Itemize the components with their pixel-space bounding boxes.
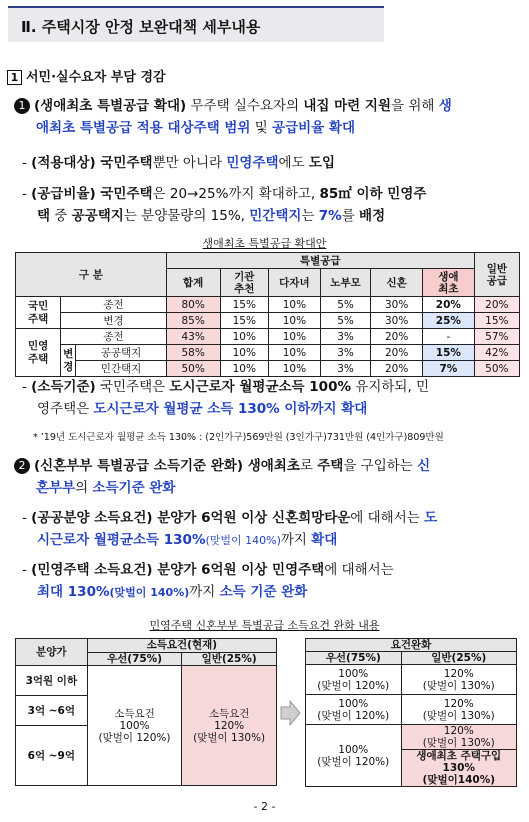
header-general: 일반 공급 [474, 253, 519, 297]
cell: 3% [320, 329, 371, 345]
text: (공급비율) [31, 186, 96, 202]
cell: 10% [269, 297, 321, 313]
item1-number: 1 [14, 98, 30, 114]
item1-detail-1: - (적용대상) 국민주택뿐만 아니라 민영주택에도 도입 [22, 155, 335, 171]
current-priority-cell: 소득요건 100% (맞벌이 120%) [87, 666, 182, 786]
text: 는 [301, 208, 319, 224]
cell: 3% [320, 361, 371, 377]
row-label: 종전 [61, 329, 167, 345]
text: 소득기준 완화 [92, 480, 176, 496]
cell: - [423, 329, 475, 345]
text: 무주택 실수요자의 [186, 98, 304, 114]
price-row: 3억 ~6억 [16, 696, 88, 726]
item2-detail-2: - (민영주택 소득요건) 분양가 6억원 이상 민영주택에 대해서는 최대 130%(맞벌이 140%)까지 소득 기준 완화 [22, 562, 394, 600]
item1-heading: (생애최초 특별공급 확대) [34, 98, 187, 114]
cell: 50% [474, 361, 519, 377]
cell: 43% [166, 329, 220, 345]
text: 및 [250, 120, 273, 136]
text: 택 [37, 208, 51, 224]
row-label: 변경 [61, 313, 167, 329]
cell: 20% [423, 297, 475, 313]
text: 도입 [308, 155, 335, 171]
text: 중 [50, 208, 72, 224]
item2-paragraph [14, 455, 524, 499]
section-header [8, 6, 384, 42]
text: (맞벌이 140%) [205, 534, 281, 547]
row-label: 공공택지 [76, 345, 166, 361]
text: (민영주택 소득요건) [31, 562, 153, 578]
text: 영주택은 [37, 401, 94, 417]
relax-cell-first-home: 생애최초 주택구입 130% (맞벌이140%) [401, 750, 516, 787]
cell: 15% [423, 345, 475, 361]
text: 까지 [280, 532, 312, 548]
text: 생애최초 [243, 458, 300, 474]
header-current: 소득요건(현재) [87, 639, 276, 653]
text: 소득 기준 완화 [219, 584, 308, 600]
cell: 25% [423, 313, 475, 329]
col-header: 신혼 [371, 269, 423, 297]
col-header: 생애 최초 [423, 269, 475, 297]
cell: 10% [269, 329, 321, 345]
text: 공급비율 확대 [272, 120, 355, 136]
cell: 7% [423, 361, 475, 377]
text: 국민주택 [95, 186, 153, 202]
cell: 10% [269, 361, 321, 377]
item1-detail-2: - (공급비율) 국민주택은 20→25%까지 확대하고, 85㎡ 이하 민영주 택 중 공공택지는 분양물량의 15%, 민간택지는 7%를 배정 [22, 186, 427, 224]
cell: 30% [371, 313, 423, 329]
text: 는 분양물량의 15%, [123, 208, 250, 224]
text: 에 대해서는 [350, 510, 425, 526]
col-header: 기관 추천 [220, 269, 268, 297]
text: 신 [417, 458, 431, 474]
cell: 15% [220, 313, 268, 329]
col-header: 노부모 [320, 269, 371, 297]
item2-detail-1: - (공공분양 소득요건) 분양가 6억원 이상 신혼희망타운에 대해서는 도 시근로자 월평균소득 130%(맞벌이 140%)까지 확대 [22, 510, 438, 548]
cell: 50% [166, 361, 220, 377]
cell: 57% [474, 329, 519, 345]
text: 도시근로자 월평균 소득 130% 이하까지 확대 [93, 401, 368, 417]
subsection-number: 1 [7, 70, 22, 85]
text: 공공택지 [71, 208, 124, 224]
group-private: 민영 주택 [16, 329, 61, 377]
text: 도 [424, 510, 438, 526]
text: 민간택지 [249, 208, 302, 224]
header-general: 일반(25%) [182, 652, 277, 666]
text: 로 [299, 458, 318, 474]
cell: 85% [166, 313, 220, 329]
text: 배정 [359, 208, 386, 224]
cell: 42% [474, 345, 519, 361]
cell: 15% [474, 313, 519, 329]
text: 에도 [278, 155, 309, 171]
text: 에 대해서는 [324, 562, 394, 578]
cell: 80% [166, 297, 220, 313]
cell: 10% [269, 313, 321, 329]
text: 을 구입하는 [343, 458, 418, 474]
text: 혼부부 [36, 480, 76, 496]
item1-detail-3: - (소득기준) 국민주택은 도시근로자 월평균소득 100% 유지하되, 민 영주택은 도시근로자 월평균 소득 130% 이하까지 확대 [22, 379, 430, 417]
arrow-right-icon [279, 700, 301, 726]
price-row: 6억 ~9억 [16, 726, 88, 786]
subsection-label: 서민·실수요자 부담 경감 [26, 70, 166, 85]
price-row: 3억원 이하 [16, 666, 88, 696]
cell: 30% [371, 297, 423, 313]
relax-cell: 120% (맞벌이 130%) [401, 695, 516, 725]
item2-heading: (신혼부부 특별공급 소득기준 완화) [34, 458, 244, 474]
relax-cell: 100% (맞벌이 120%) [306, 665, 402, 695]
text: 를 [341, 208, 360, 224]
cell: 20% [371, 361, 423, 377]
text: 도시근로자 월평균소득 100% [169, 379, 352, 395]
text: 까지 [189, 584, 220, 600]
text: 을 위해 [391, 98, 439, 114]
relax-cell: 120% (맞벌이 130%) [401, 725, 516, 750]
relax-cell: 100% (맞벌이 120%) [306, 695, 402, 725]
header-special: 특별공급 [166, 253, 474, 269]
text: (적용대상) [31, 155, 96, 171]
item2-number: 2 [14, 458, 30, 474]
group-byeon: 변 경 [61, 345, 76, 377]
cell: 58% [166, 345, 220, 361]
col-header: 다자녀 [269, 269, 321, 297]
row-label: 종전 [61, 297, 167, 313]
cell: 20% [371, 329, 423, 345]
cell: 3% [320, 345, 371, 361]
text: 주택 [317, 458, 344, 474]
col-header: 합계 [166, 269, 220, 297]
income-note: * ’19년 도시근로자 월평균 소득 130% : (2인가구)569만원 (3인가구)731만원 (4인가구)809만원 [33, 432, 444, 443]
text: (공공분양 소득요건) [31, 510, 153, 526]
header-priority: 우선(75%) [306, 652, 402, 665]
text: 국민주택 [95, 155, 153, 171]
table2-caption: 민영주택 신혼부부 특별공급 소득요건 완화 내용 [149, 619, 380, 632]
section-title: Ⅱ. 주택시장 안정 보완대책 세부내용 [21, 18, 261, 36]
relax-cell: 100% (맞벌이 120%) [306, 725, 402, 787]
text: 유지하되, 민 [351, 379, 430, 395]
text: 7% [318, 208, 342, 224]
header-priority: 우선(75%) [87, 652, 182, 666]
text: 민영주택 [226, 155, 279, 171]
income-relaxed-table [305, 638, 517, 787]
item1-paragraph [14, 95, 524, 139]
text: 국민주택은 [95, 379, 170, 395]
text: 분양가 6억원 이상 신혼희망타운 [152, 510, 351, 526]
cell: 10% [220, 329, 268, 345]
text: (소득기준) [31, 379, 96, 395]
subsection-title [7, 66, 166, 85]
cell: 10% [220, 361, 268, 377]
header-general: 일반(25%) [401, 652, 516, 665]
text: 내집 마련 지원 [303, 98, 392, 114]
relax-cell: 120% (맞벌이 130%) [401, 665, 516, 695]
text: 생 [438, 98, 452, 114]
header-price: 분양가 [16, 639, 88, 666]
text: 최대 130% [37, 584, 110, 600]
text: 뿐만 아니라 [152, 155, 227, 171]
cell: 10% [220, 345, 268, 361]
header-gubun: 구 분 [16, 253, 167, 297]
cell: 20% [371, 345, 423, 361]
row-label: 민간택지 [76, 361, 166, 377]
text: 시근로자 월평균소득 130% [37, 532, 206, 548]
header-relax: 요건완화 [306, 639, 517, 652]
cell: 15% [220, 297, 268, 313]
page-number: - 2 - [253, 800, 276, 813]
special-supply-table [15, 252, 520, 377]
group-national: 국민 주택 [16, 297, 61, 329]
text: 의 [75, 480, 93, 496]
text: 분양가 6억원 이상 민영주택 [152, 562, 325, 578]
cell: 5% [320, 313, 371, 329]
text: 애최초 특별공급 적용 대상주택 범위 [36, 120, 251, 136]
text: (맞벌이 140%) [109, 586, 190, 599]
cell: 5% [320, 297, 371, 313]
cell: 20% [474, 297, 519, 313]
table1-caption: 생애최초 특별공급 확대안 [202, 237, 327, 250]
text: 85㎡ 이하 민영주 [319, 186, 427, 202]
cell: 10% [269, 345, 321, 361]
text: 은 20→25%까지 확대하고, [152, 186, 320, 202]
current-general-cell: 소득요건 120% (맞벌이 130%) [182, 666, 277, 786]
text: 확대 [311, 532, 338, 548]
income-current-table [15, 638, 277, 786]
